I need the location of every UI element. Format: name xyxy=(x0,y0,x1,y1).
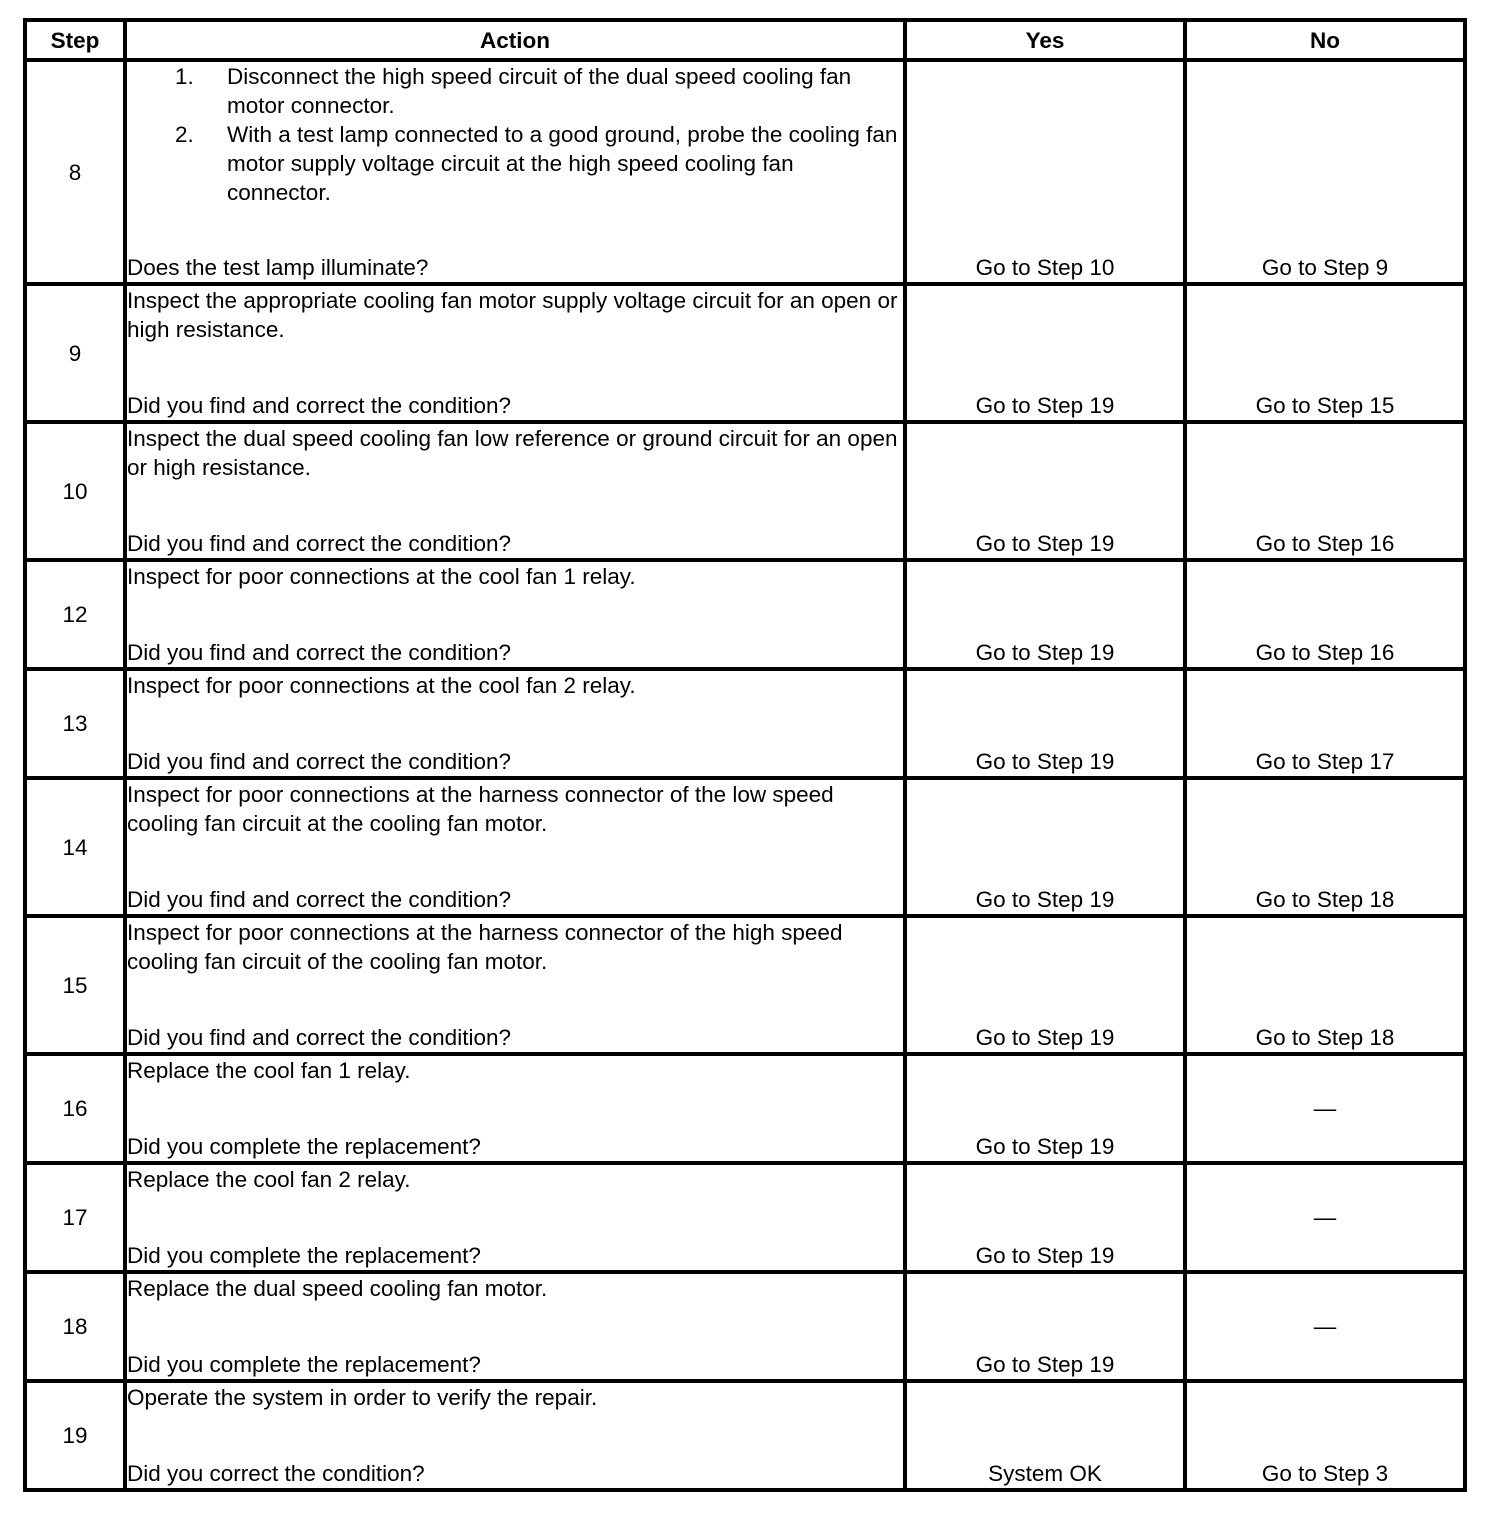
action-question: Does the test lamp illuminate? xyxy=(127,255,429,280)
table-row xyxy=(25,60,1465,284)
table-row xyxy=(25,1163,1465,1272)
no-cell: Go to Step 17 xyxy=(1185,669,1465,778)
table-row xyxy=(25,1272,1465,1381)
list-item-number: 1. xyxy=(175,64,194,89)
table-row xyxy=(25,560,1465,669)
table-row xyxy=(25,669,1465,778)
no-cell: — xyxy=(1185,1054,1465,1163)
action-cell xyxy=(125,669,905,778)
step-number: 19 xyxy=(25,1381,125,1490)
action-question: Did you find and correct the condition? xyxy=(127,1025,511,1050)
table-row xyxy=(25,284,1465,422)
action-cell xyxy=(125,60,905,284)
action-body: Inspect for poor connections at the harness connector of the high speed cooling fan circuit of the cooling fan motor. xyxy=(127,920,843,974)
action-body: Inspect the appropriate cooling fan motor supply voltage circuit for an open or high resistance. xyxy=(127,288,898,342)
table-row xyxy=(25,422,1465,560)
no-cell: Go to Step 16 xyxy=(1185,422,1465,560)
action-question: Did you complete the replacement? xyxy=(127,1134,481,1159)
step-number: 17 xyxy=(25,1163,125,1272)
table-row xyxy=(25,1054,1465,1163)
yes-cell: Go to Step 19 xyxy=(905,284,1185,422)
action-cell xyxy=(125,422,905,560)
yes-cell: Go to Step 19 xyxy=(905,560,1185,669)
header-yes: Yes xyxy=(905,20,1185,60)
action-body: Operate the system in order to verify the repair. xyxy=(127,1385,598,1410)
diagnostic-table xyxy=(23,18,1467,1492)
list-item-text: With a test lamp connected to a good ground, probe the cooling fan motor supply voltage circuit at the high speed cooling fan connector. xyxy=(227,122,898,205)
no-cell: Go to Step 18 xyxy=(1185,778,1465,916)
action-cell xyxy=(125,1272,905,1381)
yes-cell: System OK xyxy=(905,1381,1185,1490)
action-body: Replace the cool fan 1 relay. xyxy=(127,1058,411,1083)
action-question: Did you correct the condition? xyxy=(127,1461,425,1486)
action-body: Replace the cool fan 2 relay. xyxy=(127,1167,411,1192)
header-step: Step xyxy=(25,20,125,60)
yes-cell: Go to Step 19 xyxy=(905,669,1185,778)
action-cell xyxy=(125,284,905,422)
table-header xyxy=(25,20,1465,60)
yes-cell: Go to Step 19 xyxy=(905,1163,1185,1272)
list-item-number: 2. xyxy=(175,122,194,147)
table-row xyxy=(25,778,1465,916)
action-question: Did you complete the replacement? xyxy=(127,1352,481,1377)
action-body: Inspect the dual speed cooling fan low reference or ground circuit for an open or high resistance. xyxy=(127,426,898,480)
action-body: Inspect for poor connections at the harness connector of the low speed cooling fan circuit at the cooling fan motor. xyxy=(127,782,834,836)
no-cell: — xyxy=(1185,1163,1465,1272)
action-body: Inspect for poor connections at the cool fan 1 relay. xyxy=(127,564,636,589)
table-body xyxy=(25,60,1465,1490)
no-cell: Go to Step 15 xyxy=(1185,284,1465,422)
list-item xyxy=(175,62,903,120)
yes-cell: Go to Step 19 xyxy=(905,1054,1185,1163)
table-row xyxy=(25,916,1465,1054)
no-cell: Go to Step 3 xyxy=(1185,1381,1465,1490)
step-number: 9 xyxy=(25,284,125,422)
action-cell xyxy=(125,778,905,916)
action-question: Did you find and correct the condition? xyxy=(127,531,511,556)
yes-cell: Go to Step 19 xyxy=(905,778,1185,916)
no-cell: Go to Step 18 xyxy=(1185,916,1465,1054)
list-item xyxy=(175,120,903,207)
action-cell xyxy=(125,1163,905,1272)
action-cell xyxy=(125,916,905,1054)
step-number: 8 xyxy=(25,60,125,284)
action-question: Did you find and correct the condition? xyxy=(127,887,511,912)
action-question: Did you find and correct the condition? xyxy=(127,640,511,665)
step-number: 15 xyxy=(25,916,125,1054)
action-body: Inspect for poor connections at the cool fan 2 relay. xyxy=(127,673,636,698)
yes-cell: Go to Step 19 xyxy=(905,916,1185,1054)
yes-cell: Go to Step 10 xyxy=(905,60,1185,284)
step-number: 18 xyxy=(25,1272,125,1381)
no-cell: — xyxy=(1185,1272,1465,1381)
action-step-list xyxy=(127,62,903,207)
step-number: 14 xyxy=(25,778,125,916)
action-question: Did you complete the replacement? xyxy=(127,1243,481,1268)
action-cell xyxy=(125,1381,905,1490)
action-question: Did you find and correct the condition? xyxy=(127,749,511,774)
header-no: No xyxy=(1185,20,1465,60)
list-item-text: Disconnect the high speed circuit of the dual speed cooling fan motor connector. xyxy=(227,64,852,118)
step-number: 12 xyxy=(25,560,125,669)
action-body: Replace the dual speed cooling fan motor. xyxy=(127,1276,548,1301)
step-number: 10 xyxy=(25,422,125,560)
yes-cell: Go to Step 19 xyxy=(905,422,1185,560)
step-number: 16 xyxy=(25,1054,125,1163)
no-cell: Go to Step 9 xyxy=(1185,60,1465,284)
table-row xyxy=(25,1381,1465,1490)
action-question: Did you find and correct the condition? xyxy=(127,393,511,418)
header-row xyxy=(25,20,1465,60)
action-cell xyxy=(125,1054,905,1163)
action-cell xyxy=(125,560,905,669)
yes-cell: Go to Step 19 xyxy=(905,1272,1185,1381)
header-action: Action xyxy=(125,20,905,60)
no-cell: Go to Step 16 xyxy=(1185,560,1465,669)
step-number: 13 xyxy=(25,669,125,778)
